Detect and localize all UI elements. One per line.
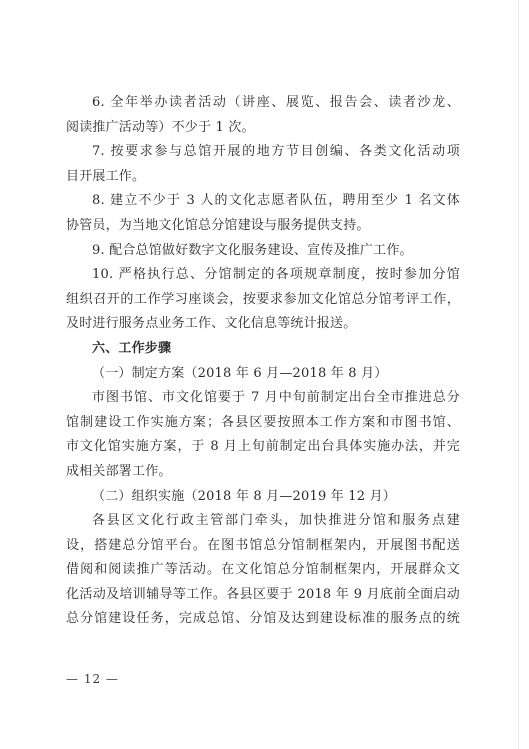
text-line: （二）组织实施（2018 年 8 月—2019 年 12 月） xyxy=(92,488,396,504)
text-line: 设，搭建总分馆平台。在图书馆总分馆制框架内，开展图书配送 xyxy=(66,537,460,553)
text-line: 协管员，为当地文化馆总分馆建设与服务提供支持。 xyxy=(66,217,370,233)
text-line: 8. 建立不少于 3 人的文化志愿者队伍，聘用至少 1 名文体 xyxy=(92,193,460,209)
text-line: 市文化馆实施方案，于 8 月上旬前制定出台具体实施办法，并完 xyxy=(66,439,460,455)
page-edge-shadow xyxy=(518,0,519,749)
text-line: 成相关部署工作。 xyxy=(66,463,172,479)
text-line: 及时进行服务点业务工作、文化信息等统计报送。 xyxy=(66,316,357,332)
text-line: 9. 配合总馆做好数字文化服务建设、宣传及推广工作。 xyxy=(92,242,413,258)
text-line: 借阅和阅读推广等活动。在文化馆总分馆制框架内，开展群众文 xyxy=(66,562,460,578)
text-line: 7. 按要求参与总馆开展的地方节目创编、各类文化活动项 xyxy=(92,144,460,160)
text-line: 各县区文化行政主管部门牵头，加快推进分馆和服务点建 xyxy=(92,513,460,529)
text-line: 组织召开的工作学习座谈会，按要求参加文化馆总分馆考评工作， xyxy=(66,291,460,307)
text-line: 目开展工作。 xyxy=(66,168,146,184)
text-line: 10. 严格执行总、分馆制定的各项规章制度，按时参加分馆 xyxy=(92,267,460,283)
text-line: 市图书馆、市文化馆要于 7 月中旬前制定出台全市推进总分 xyxy=(92,390,460,406)
page-number: — 12 — xyxy=(66,672,119,686)
document-body xyxy=(66,91,460,632)
text-line: 总分馆建设任务，完成总馆、分馆及达到建设标准的服务点的统 xyxy=(66,611,460,627)
text-line: （一）制定方案（2018 年 6 月—2018 年 8 月） xyxy=(92,365,388,381)
text-line: 阅读推广活动等）不少于 1 次。 xyxy=(66,119,255,135)
section-heading: 六、工作步骤 xyxy=(92,340,172,356)
text-line: 化活动及培训辅导等工作。各县区要于 2018 年 9 月底前全面启动 xyxy=(66,586,460,602)
text-line: 6. 全年举办读者活动（讲座、展览、报告会、读者沙龙、 xyxy=(92,95,460,110)
text-line: 馆制建设工作实施方案；各县区要按照本工作方案和市图书馆、 xyxy=(66,414,460,430)
